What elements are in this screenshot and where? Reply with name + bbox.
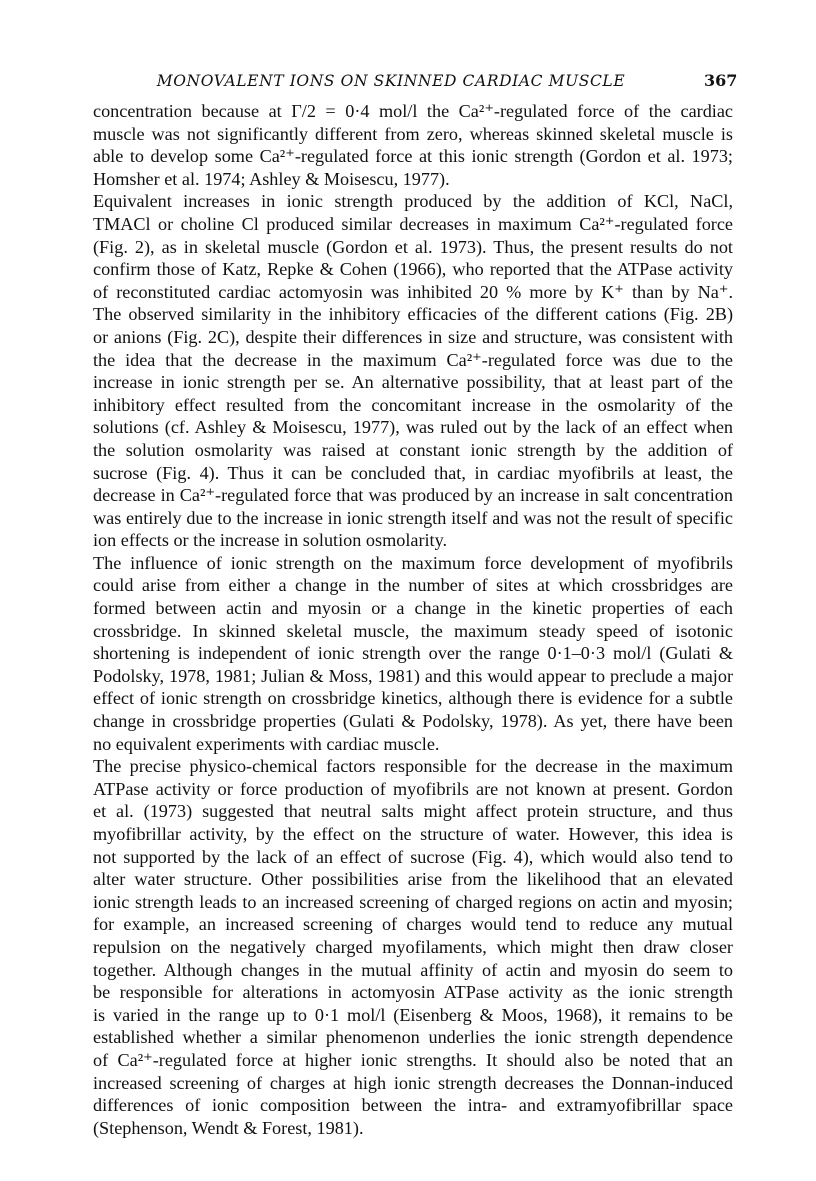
text-line: of reconstituted cardiac actomyosin was inhibited 20 % more by K⁺ than by Na⁺.	[93, 281, 733, 302]
text-line: TMACl or choline Cl produced similar decreases in maximum Ca²⁺-regulated force	[93, 213, 733, 234]
paragraph	[93, 190, 733, 552]
text-line: ionic strength leads to an increased screening of charged regions on actin and myosin;	[93, 891, 733, 912]
text-line: no equivalent experiments with cardiac muscle.	[93, 733, 440, 754]
text-line: Homsher et al. 1974; Ashley & Moisescu, 1977).	[93, 168, 450, 189]
text-line: increased screening of charges at high ionic strength decreases the Donnan-induced	[93, 1072, 733, 1093]
text-line: of Ca²⁺-regulated force at higher ionic strengths. It should also be noted that an	[93, 1049, 733, 1070]
text-line: increase in ionic strength per se. An alternative possibility, that at least part of the	[93, 372, 733, 393]
text-line: sucrose (Fig. 4). Thus it can be concluded that, in cardiac myofibrils at least, the	[93, 462, 733, 483]
text-line: decrease in Ca²⁺-regulated force that was produced by an increase in salt concentration	[93, 485, 733, 506]
running-head: MONOVALENT IONS ON SKINNED CARDIAC MUSCLE	[156, 72, 626, 90]
text-line: muscle was not significantly different from zero, whereas skinned skeletal muscle is	[93, 123, 733, 144]
text-line: the solution osmolarity was raised at constant ionic strength by the addition of	[93, 439, 733, 460]
text-line: differences of ionic composition between the intra- and extramyofibrillar space	[93, 1095, 733, 1116]
text-line: not supported by the lack of an effect of sucrose (Fig. 4), which would also tend to	[93, 846, 733, 867]
text-line: repulsion on the negatively charged myofilaments, which might then draw closer	[93, 936, 733, 957]
text-line: Equivalent increases in ionic strength produced by the addition of KCl, NaCl,	[93, 191, 733, 212]
text-line: for example, an increased screening of charges would tend to reduce any mutual	[93, 914, 733, 935]
text-line: The observed similarity in the inhibitory efficacies of the different cations (Fig. 2B)	[93, 304, 733, 325]
paragraph	[93, 552, 733, 755]
text-line: confirm those of Katz, Repke & Cohen (1966), who reported that the ATPase activity	[93, 259, 733, 280]
text-line: The precise physico-chemical factors responsible for the decrease in the maximum	[93, 756, 733, 777]
text-line: (Fig. 2), as in skeletal muscle (Gordon et al. 1973). Thus, the present results do not	[93, 236, 733, 257]
body-text	[93, 100, 733, 1139]
page-number: 367	[704, 71, 738, 90]
text-line: ion effects or the increase in solution osmolarity.	[93, 530, 448, 551]
text-line: crossbridge. In skinned skeletal muscle, the maximum steady speed of isotonic	[93, 620, 733, 641]
text-line: myofibrillar activity, by the effect on the structure of water. However, this idea is	[93, 824, 733, 844]
text-line: or anions (Fig. 2C), despite their differences in size and structure, was consistent with	[93, 326, 733, 347]
text-line: ATPase activity or force production of myofibrils are not known at present. Gordon	[93, 778, 733, 799]
text-line: effect of ionic strength on crossbridge kinetics, although there is evidence for a subtle	[93, 688, 733, 709]
text-line: formed between actin and myosin or a change in the kinetic properties of each	[93, 598, 733, 619]
text-line: change in crossbridge properties (Gulati & Podolsky, 1978). As yet, there have been	[93, 711, 733, 732]
paragraph	[93, 755, 733, 1139]
text-line: solutions (cf. Ashley & Moisescu, 1977), was ruled out by the lack of an effect when	[93, 417, 733, 438]
text-line: shortening is independent of ionic strength over the range 0·1–0·3 mol/l (Gulati &	[93, 643, 733, 664]
text-line: (Stephenson, Wendt & Forest, 1981).	[93, 1117, 364, 1138]
text-line: could arise from either a change in the number of sites at which crossbridges are	[93, 575, 733, 596]
text-line: was entirely due to the increase in ionic strength itself and was not the result of specific	[93, 507, 733, 528]
text-line: able to develop some Ca²⁺-regulated force at this ionic strength (Gordon et al. 1973;	[93, 146, 733, 167]
text-line: Podolsky, 1978, 1981; Julian & Moss, 1981) and this would appear to preclude a major	[93, 665, 733, 686]
text-line: concentration because at Γ/2 = 0·4 mol/l the Ca²⁺-regulated force of the cardiac	[93, 101, 733, 121]
text-line: is varied in the range up to 0·1 mol/l (Eisenberg & Moos, 1968), it remains to be	[93, 1004, 733, 1025]
paragraph	[93, 100, 733, 190]
text-line: the idea that the decrease in the maximum Ca²⁺-regulated force was due to the	[93, 349, 733, 370]
text-line: together. Although changes in the mutual affinity of actin and myosin do seem to	[93, 959, 733, 980]
text-line: established whether a similar phenomenon underlies the ionic strength dependence	[93, 1027, 733, 1048]
text-line: inhibitory effect resulted from the concomitant increase in the osmolarity of the	[93, 394, 733, 415]
text-line: et al. (1973) suggested that neutral salts might affect protein structure, and thus	[93, 801, 733, 822]
text-line: be responsible for alterations in actomyosin ATPase activity as the ionic strength	[93, 982, 733, 1003]
text-line: alter water structure. Other possibilities arise from the likelihood that an elevated	[93, 869, 733, 890]
text-line: The influence of ionic strength on the maximum force development of myofibrils	[93, 552, 733, 573]
